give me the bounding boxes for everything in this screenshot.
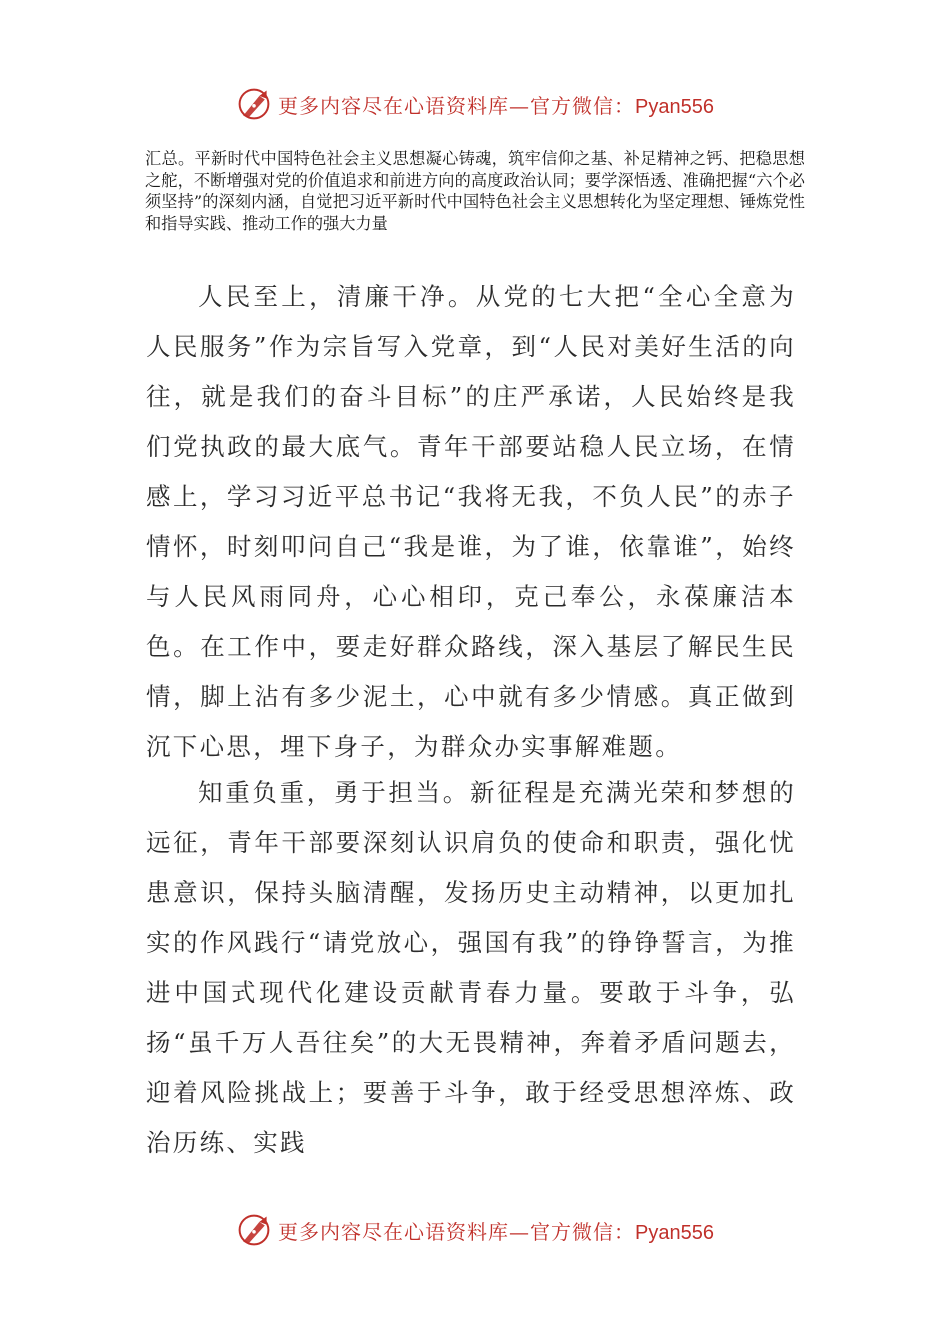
body-paragraph-2: 知重负重，勇于担当。新征程是充满光荣和梦想的远征，青年干部要深刻认识肩负的使命和职责，强化忧患意识，保持头脑清醒，发扬历史主动精神，以更加扎实的作风践行“请党放心，强国有我”的铮铮誓言，为推进中国式现代化建设贡献青春力量。要敢于斗争，弘扬“虽千万人吾往矣”的大无畏精神，奔着矛盾问题去，迎着风险挑战上；要善于斗争，敢于经受思想淬炼、政治历练、实践 — [146, 778, 796, 1157]
header-watermark — [0, 84, 950, 124]
intro-paragraph: 汇总。平新时代中国特色社会主义思想凝心铸魂，筑牢信仰之基、补足精神之钙、把稳思想之舵，不断增强对党的价值追求和前进方向的高度政治认同；要学深悟透、准确把握“六个必须坚持”的深刻内涵，自觉把习近平新时代中国特色社会主义思想转化为坚定理想、锤炼党性和指导实践、推动工作的强大力量 — [145, 149, 805, 233]
footer-watermark — [0, 1210, 950, 1250]
header-watermark-text: 更多内容尽在心语资料库—官方微信：Pyan556 — [278, 93, 714, 118]
footer-watermark-text: 更多内容尽在心语资料库—官方微信：Pyan556 — [278, 1219, 714, 1244]
pen-nib-logo-icon — [236, 86, 272, 122]
pen-nib-logo-icon — [236, 1212, 272, 1248]
footer-wechat-id: Pyan556 — [635, 1221, 714, 1244]
body-paragraph-1: 人民至上，清廉干净。从党的七大把“全心全意为人民服务”作为宗旨写入党章，到“人民对美好生活的向往，就是我们的奋斗目标”的庄严承诺，人民始终是我们党执政的最大底气。青年干部要站稳人民立场，在情感上，学习习近平总书记“我将无我，不负人民”的赤子情怀，时刻叩问自己“我是谁，为了谁，依靠谁”，始终与人民风雨同舟，心心相印，克己奉公，永葆廉洁本色。在工作中，要走好群众路线，深入基层了解民生民情，脚上沾有多少泥土，心中就有多少情感。真正做到沉下心思，埋下身子，为群众办实事解难题。 — [146, 282, 796, 761]
header-wechat-id: Pyan556 — [635, 95, 714, 118]
